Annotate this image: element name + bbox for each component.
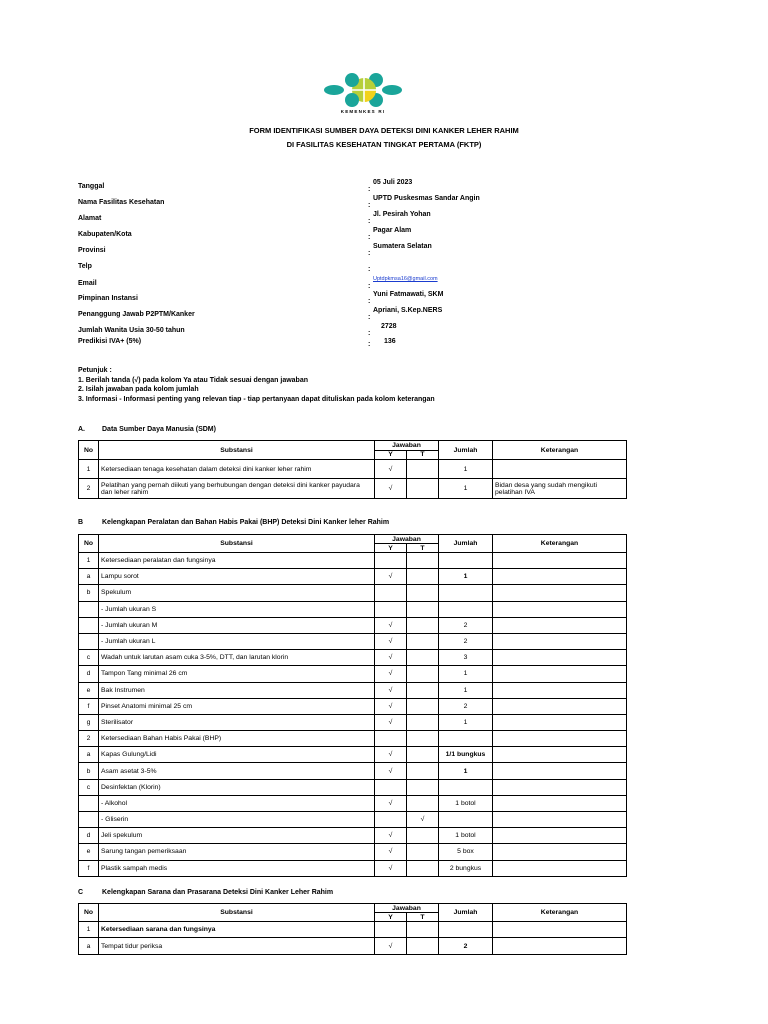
row-no: 1 xyxy=(79,460,99,479)
row-tidak xyxy=(407,763,439,779)
info-colon: : xyxy=(368,266,371,273)
table-row xyxy=(79,731,627,747)
table-row xyxy=(79,860,627,876)
instruction-3: 3. Informasi - Informasi penting yang relevan tiap - tiap pertanyaan dapat dituliskan pada kolom keterangan xyxy=(78,396,435,403)
row-tidak xyxy=(407,650,439,666)
row-jumlah: 2 xyxy=(439,617,493,633)
row-keterangan xyxy=(493,795,627,811)
instruction-1: 1. Berilah tanda (√) pada kolom Ya atau Tidak sesuai dengan jawaban xyxy=(78,377,308,384)
row-keterangan xyxy=(493,731,627,747)
row-jumlah: 1 botol xyxy=(439,828,493,844)
row-no xyxy=(79,795,99,811)
info-label: Penanggung Jawab P2PTM/Kanker xyxy=(78,311,195,318)
table-row xyxy=(79,569,627,585)
row-tidak xyxy=(407,938,439,955)
row-tidak xyxy=(407,795,439,811)
table-row xyxy=(79,714,627,730)
row-keterangan: Bidan desa yang sudah mengikuti pelatihan IVA xyxy=(493,479,627,499)
section-b-title: Kelengkapan Peralatan dan Bahan Habis Pakai (BHP) Deteksi Dini Kanker leher Rahim xyxy=(102,519,390,526)
row-tidak xyxy=(407,828,439,844)
info-label: Jumlah Wanita Usia 30-50 tahun xyxy=(78,327,185,334)
row-jumlah: 1/1 bungkus xyxy=(439,747,493,763)
info-value: Jl. Pesirah Yohan xyxy=(373,211,431,218)
info-label: Tanggal xyxy=(78,183,105,190)
row-tidak xyxy=(407,569,439,585)
row-ya: √ xyxy=(375,666,407,682)
row-substansi: Ketersediaan tenaga kesehatan dalam deteksi dini kanker leher rahim xyxy=(99,460,375,479)
row-no: g xyxy=(79,714,99,730)
row-tidak xyxy=(407,731,439,747)
row-tidak xyxy=(407,666,439,682)
row-ya xyxy=(375,779,407,795)
row-keterangan xyxy=(493,779,627,795)
header-t: T xyxy=(407,913,439,922)
row-no xyxy=(79,601,99,617)
table-row xyxy=(79,828,627,844)
row-jumlah: 2 xyxy=(439,938,493,955)
header-keterangan: Keterangan xyxy=(493,904,627,922)
section-a-title: Data Sumber Daya Manusia (SDM) xyxy=(102,426,216,433)
info-value: Pagar Alam xyxy=(373,227,412,234)
row-tidak xyxy=(407,844,439,860)
row-no: f xyxy=(79,860,99,876)
instruction-2: 2. Isilah jawaban pada kolom jumlah xyxy=(78,386,199,393)
table-row xyxy=(79,763,627,779)
row-ya: √ xyxy=(375,747,407,763)
row-tidak xyxy=(407,617,439,633)
row-keterangan xyxy=(493,938,627,955)
row-jumlah: 1 xyxy=(439,714,493,730)
info-label: Kabupaten/Kota xyxy=(78,231,132,238)
row-substansi: - Gliserin xyxy=(99,812,375,828)
kemenkes-logo xyxy=(322,70,404,122)
header-jumlah: Jumlah xyxy=(439,904,493,922)
row-jumlah: 2 bungkus xyxy=(439,860,493,876)
info-value: UPTD Puskesmas Sandar Angin xyxy=(373,195,480,202)
row-ya xyxy=(375,553,407,569)
row-tidak xyxy=(407,779,439,795)
row-no: d xyxy=(79,666,99,682)
section-a-letter: A. xyxy=(78,426,85,433)
header-keterangan: Keterangan xyxy=(493,441,627,460)
row-ya: √ xyxy=(375,633,407,649)
row-substansi: - Jumlah ukuran L xyxy=(99,633,375,649)
row-tidak xyxy=(407,714,439,730)
row-no: d xyxy=(79,828,99,844)
info-colon: : xyxy=(368,283,371,290)
header-t: T xyxy=(407,544,439,553)
section-a-heading xyxy=(78,426,216,433)
row-substansi: Pinset Anatomi minimal 25 cm xyxy=(99,698,375,714)
row-substansi: Pelatihan yang pernah diikuti yang berhubungan dengan deteksi dini kanker payudara dan leher rahim xyxy=(99,479,375,499)
row-tidak xyxy=(407,860,439,876)
info-label: Telp xyxy=(78,263,92,270)
table-row xyxy=(79,633,627,649)
row-no xyxy=(79,633,99,649)
info-colon: : xyxy=(368,314,371,321)
form-title-line1: FORM IDENTIFIKASI SUMBER DAYA DETEKSI DINI KANKER LEHER RAHIM xyxy=(249,126,519,135)
section-c-heading xyxy=(78,889,334,896)
row-no: a xyxy=(79,569,99,585)
row-no: e xyxy=(79,844,99,860)
section-b-letter: B xyxy=(78,519,84,526)
table-row xyxy=(79,666,627,682)
info-colon: : xyxy=(368,186,371,193)
row-substansi: Ketersediaan peralatan dan fungsinya xyxy=(99,553,375,569)
row-keterangan xyxy=(493,585,627,601)
row-ya xyxy=(375,812,407,828)
row-substansi: Kapas Gulung/Lidi xyxy=(99,747,375,763)
row-substansi: Wadah untuk larutan asam cuka 3-5%, DTT, dan larutan klorin xyxy=(99,650,375,666)
info-value: 136 xyxy=(384,338,396,345)
row-substansi: Tempat tidur periksa xyxy=(99,938,375,955)
row-jumlah: 1 xyxy=(439,763,493,779)
row-ya: √ xyxy=(375,650,407,666)
row-jumlah xyxy=(439,731,493,747)
row-substansi: Desinfektan (Klorin) xyxy=(99,779,375,795)
row-no: c xyxy=(79,779,99,795)
info-value: Apriani, S.Kep.NERS xyxy=(373,307,443,314)
row-jumlah xyxy=(439,779,493,795)
info-colon: : xyxy=(368,330,371,337)
info-value[interactable]: Uptdpkmsa16@gmail.com xyxy=(373,276,438,282)
header-y: Y xyxy=(375,450,407,460)
row-ya xyxy=(375,585,407,601)
row-substansi: Lampu sorot xyxy=(99,569,375,585)
row-ya: √ xyxy=(375,828,407,844)
header-keterangan: Keterangan xyxy=(493,535,627,553)
row-no: 2 xyxy=(79,479,99,499)
row-substansi: - Jumlah ukuran M xyxy=(99,617,375,633)
row-keterangan xyxy=(493,601,627,617)
table-row xyxy=(79,617,627,633)
row-jumlah: 1 xyxy=(439,460,493,479)
row-substansi: Jeli spekulum xyxy=(99,828,375,844)
info-label: Email xyxy=(78,280,97,287)
row-keterangan xyxy=(493,747,627,763)
table-row xyxy=(79,650,627,666)
row-substansi: Bak Instrumen xyxy=(99,682,375,698)
info-colon: : xyxy=(368,298,371,305)
table-row xyxy=(79,812,627,828)
table-row xyxy=(79,585,627,601)
header-jawaban: Jawaban xyxy=(375,904,439,913)
row-jumlah: 3 xyxy=(439,650,493,666)
info-colon: : xyxy=(368,234,371,241)
row-no: 1 xyxy=(79,922,99,938)
row-ya: √ xyxy=(375,763,407,779)
row-substansi: Sarung tangan pemeriksaan xyxy=(99,844,375,860)
row-jumlah: 2 xyxy=(439,698,493,714)
row-substansi: Tampon Tang minimal 26 cm xyxy=(99,666,375,682)
info-value: 2728 xyxy=(381,323,397,330)
row-ya: √ xyxy=(375,682,407,698)
row-no: f xyxy=(79,698,99,714)
row-keterangan xyxy=(493,650,627,666)
row-keterangan xyxy=(493,617,627,633)
row-keterangan xyxy=(493,828,627,844)
table-row xyxy=(79,698,627,714)
instructions-heading: Petunjuk : xyxy=(78,367,112,374)
row-ya: √ xyxy=(375,698,407,714)
row-no: c xyxy=(79,650,99,666)
header-jumlah: Jumlah xyxy=(439,441,493,460)
table-row xyxy=(79,938,627,955)
row-substansi: Sterilisator xyxy=(99,714,375,730)
header-substansi: Substansi xyxy=(99,441,375,460)
row-keterangan xyxy=(493,763,627,779)
row-tidak xyxy=(407,553,439,569)
table-row xyxy=(79,922,627,938)
row-no: a xyxy=(79,938,99,955)
info-value: 05 Juli 2023 xyxy=(373,179,413,186)
table-row xyxy=(79,601,627,617)
section-b-heading xyxy=(78,519,390,526)
info-colon: : xyxy=(368,218,371,225)
header-no: No xyxy=(79,441,99,460)
info-label: Provinsi xyxy=(78,247,106,254)
row-substansi: - Alkohol xyxy=(99,795,375,811)
row-ya xyxy=(375,922,407,938)
info-colon: : xyxy=(368,202,371,209)
row-ya: √ xyxy=(375,938,407,955)
row-keterangan xyxy=(493,666,627,682)
row-keterangan xyxy=(493,698,627,714)
row-ya xyxy=(375,601,407,617)
row-ya: √ xyxy=(375,844,407,860)
row-substansi: Plastik sampah medis xyxy=(99,860,375,876)
row-tidak xyxy=(407,922,439,938)
row-jumlah: 1 xyxy=(439,479,493,499)
header-no: No xyxy=(79,535,99,553)
table-row xyxy=(79,747,627,763)
row-substansi: Asam asetat 3-5% xyxy=(99,763,375,779)
header-y: Y xyxy=(375,544,407,553)
row-keterangan xyxy=(493,714,627,730)
info-value: Yuni Fatmawati, SKM xyxy=(373,291,444,298)
row-substansi: Ketersediaan Bahan Habis Pakai (BHP) xyxy=(99,731,375,747)
form-title-line2: DI FASILITAS KESEHATAN TINGKAT PERTAMA (FKTP) xyxy=(286,140,482,149)
table-row xyxy=(79,553,627,569)
row-keterangan xyxy=(493,922,627,938)
row-no: e xyxy=(79,682,99,698)
info-label: Alamat xyxy=(78,215,102,222)
logo-text: KEMENKES RI xyxy=(340,109,386,114)
row-keterangan xyxy=(493,682,627,698)
info-label: Pimpinan Instansi xyxy=(78,295,138,302)
row-substansi: - Jumlah ukuran S xyxy=(99,601,375,617)
row-ya: √ xyxy=(375,617,407,633)
row-no xyxy=(79,812,99,828)
table-row xyxy=(79,844,627,860)
row-jumlah: 1 xyxy=(439,569,493,585)
row-no: 1 xyxy=(79,553,99,569)
row-jumlah xyxy=(439,585,493,601)
row-no: b xyxy=(79,763,99,779)
row-ya: √ xyxy=(375,479,407,499)
header-y: Y xyxy=(375,913,407,922)
row-jumlah: 2 xyxy=(439,633,493,649)
row-substansi: Ketersediaan sarana dan fungsinya xyxy=(99,922,375,938)
row-keterangan xyxy=(493,569,627,585)
row-ya: √ xyxy=(375,460,407,479)
info-value: Sumatera Selatan xyxy=(373,243,432,250)
row-ya: √ xyxy=(375,860,407,876)
row-substansi: Spekulum xyxy=(99,585,375,601)
row-keterangan xyxy=(493,860,627,876)
header-jumlah: Jumlah xyxy=(439,535,493,553)
row-keterangan xyxy=(493,633,627,649)
row-jumlah: 1 xyxy=(439,666,493,682)
table-row xyxy=(79,479,627,499)
row-ya: √ xyxy=(375,714,407,730)
row-tidak xyxy=(407,601,439,617)
row-keterangan xyxy=(493,812,627,828)
header-jawaban: Jawaban xyxy=(375,441,439,451)
row-jumlah xyxy=(439,812,493,828)
info-label: Nama Fasilitas Kesehatan xyxy=(78,199,165,206)
row-ya: √ xyxy=(375,795,407,811)
row-ya: √ xyxy=(375,569,407,585)
table-row xyxy=(79,795,627,811)
section-c-title: Kelengkapan Sarana dan Prasarana Deteksi Dini Kanker Leher Rahim xyxy=(102,889,334,896)
row-tidak xyxy=(407,633,439,649)
row-jumlah: 1 xyxy=(439,682,493,698)
row-tidak xyxy=(407,479,439,499)
table-row xyxy=(79,460,627,479)
row-no: a xyxy=(79,747,99,763)
row-keterangan xyxy=(493,553,627,569)
row-tidak xyxy=(407,460,439,479)
info-colon: : xyxy=(368,250,371,257)
row-tidak xyxy=(407,682,439,698)
row-jumlah xyxy=(439,922,493,938)
table-sdm xyxy=(78,440,627,499)
header-t: T xyxy=(407,450,439,460)
row-tidak xyxy=(407,698,439,714)
section-c-letter: C xyxy=(78,889,84,896)
header-substansi: Substansi xyxy=(99,904,375,922)
row-keterangan xyxy=(493,844,627,860)
table-sarana-prasarana xyxy=(78,903,627,955)
header-no: No xyxy=(79,904,99,922)
row-no: b xyxy=(79,585,99,601)
row-jumlah xyxy=(439,601,493,617)
table-row xyxy=(79,682,627,698)
info-label: Predikisi IVA+ (5%) xyxy=(78,338,142,345)
row-jumlah xyxy=(439,553,493,569)
row-ya xyxy=(375,731,407,747)
row-tidak xyxy=(407,585,439,601)
row-keterangan xyxy=(493,460,627,479)
row-jumlah: 5 box xyxy=(439,844,493,860)
header-substansi: Substansi xyxy=(99,535,375,553)
row-no: 2 xyxy=(79,731,99,747)
table-peralatan-bhp xyxy=(78,534,627,877)
header-jawaban: Jawaban xyxy=(375,535,439,544)
row-jumlah: 1 botol xyxy=(439,795,493,811)
info-colon: : xyxy=(368,341,371,348)
table-row xyxy=(79,779,627,795)
row-no xyxy=(79,617,99,633)
row-tidak xyxy=(407,747,439,763)
row-tidak: √ xyxy=(407,812,439,828)
